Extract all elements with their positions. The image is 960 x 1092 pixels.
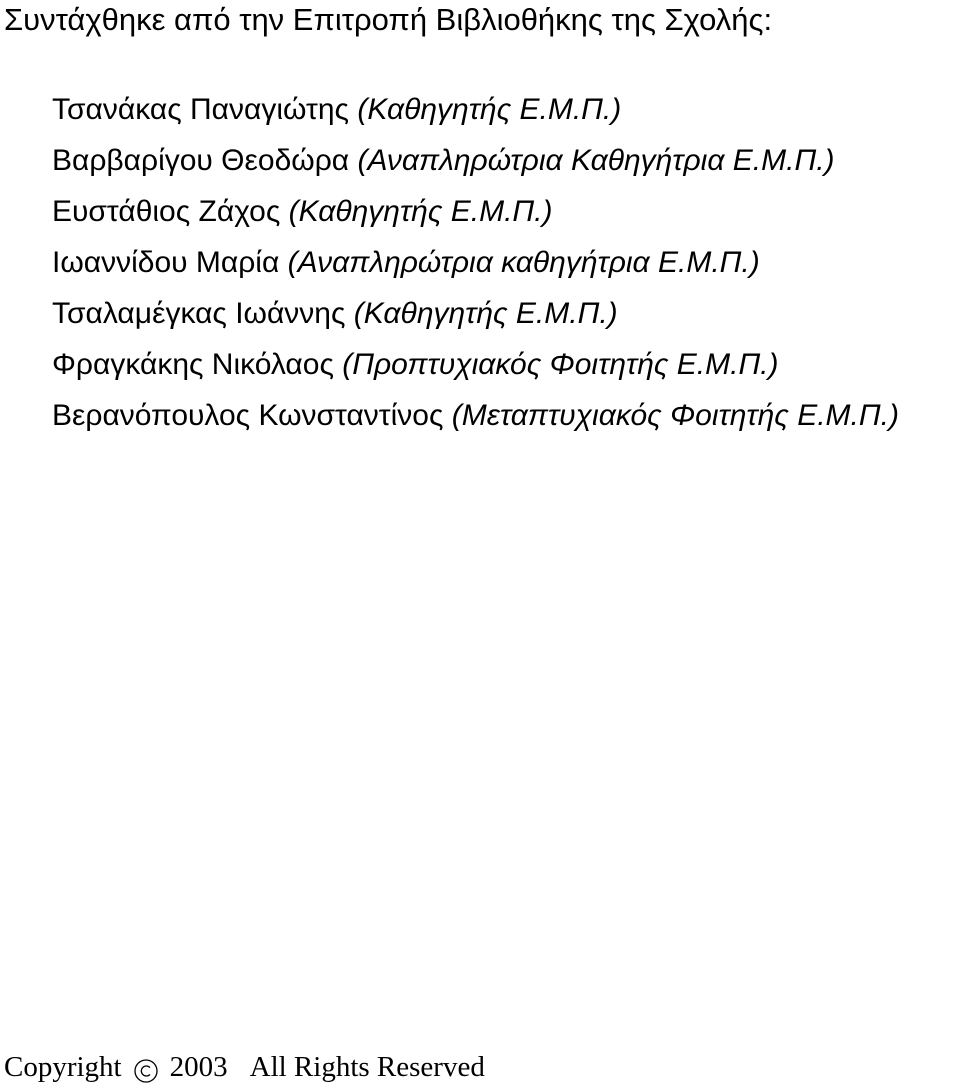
member-name: Βερανόπουλος Κωνσταντίνος: [52, 399, 444, 432]
copyright-icon: [134, 1056, 158, 1080]
member-role: (Αναπληρώτρια καθηγήτρια Ε.Μ.Π.): [287, 246, 760, 279]
list-item: [52, 135, 899, 186]
committee-members-list: [52, 84, 899, 441]
member-role: (Αναπληρώτρια Καθηγήτρια Ε.Μ.Π.): [357, 144, 835, 177]
member-name: Ευστάθιος Ζάχος: [52, 195, 281, 228]
member-name: Τσαλαμέγκας Ιωάννης: [52, 297, 346, 330]
list-item: [52, 288, 899, 339]
member-role: (Καθηγητής Ε.Μ.Π.): [353, 297, 618, 330]
member-role: (Μεταπτυχιακός Φοιτητής Ε.Μ.Π.): [451, 399, 899, 432]
copyright-label: Copyright: [4, 1051, 122, 1083]
member-role: (Καθηγητής Ε.Μ.Π.): [288, 195, 553, 228]
member-name: Φραγκάκης Νικόλαος: [52, 348, 334, 381]
list-item: [52, 237, 899, 288]
list-item: [52, 390, 899, 441]
copyright-footer: [4, 1049, 485, 1085]
page-heading: Συντάχθηκε από την Επιτροπή Βιβλιοθήκης της Σχολής:: [4, 2, 773, 37]
member-role: (Προπτυχιακός Φοιτητής Ε.Μ.Π.): [342, 348, 779, 381]
rights-text: All Rights Reserved: [249, 1051, 485, 1083]
list-item: [52, 84, 899, 135]
copyright-year: 2003: [169, 1051, 228, 1083]
member-name: Τσανάκας Παναγιώτης: [52, 93, 350, 126]
list-item: [52, 186, 899, 237]
member-name: Βαρβαρίγου Θεοδώρα: [52, 144, 350, 177]
member-name: Ιωαννίδου Μαρία: [52, 246, 280, 279]
list-item: [52, 339, 899, 390]
member-role: (Καθηγητής Ε.Μ.Π.): [357, 93, 622, 126]
